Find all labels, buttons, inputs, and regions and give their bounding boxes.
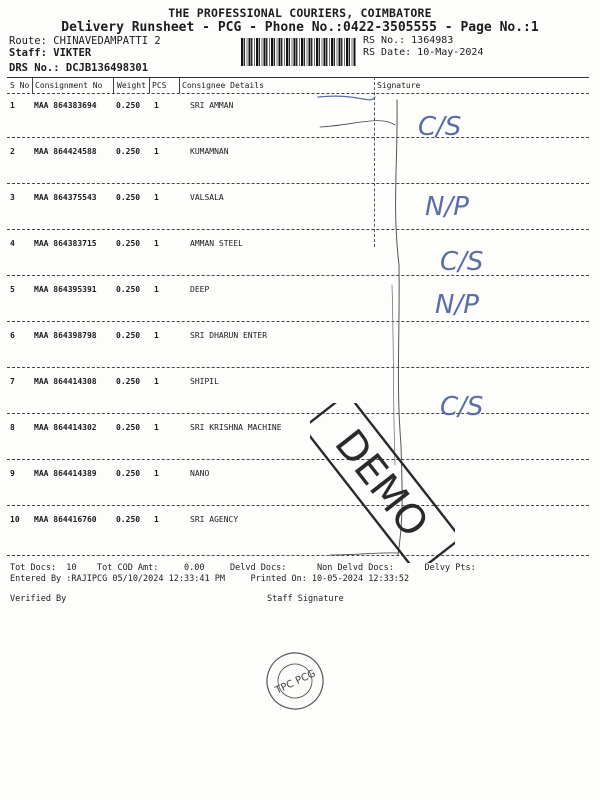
row-consignee: SRI KRISHNA MACHINE	[190, 423, 282, 432]
row-sno: 4	[10, 239, 15, 248]
svg-text:TPC PCG: TPC PCG	[273, 668, 318, 697]
row-sno: 1	[10, 101, 15, 110]
row-weight: 0.250	[116, 423, 141, 432]
totals-line: Tot Docs: 10 Tot COD Amt: 0.00 Delvd Docs: Non Delvd Docs: Delvy Pts:	[10, 563, 476, 573]
col-divider	[113, 78, 114, 93]
route-label: Route: CHINAVEDAMPATTI 2	[9, 35, 161, 47]
row-pcs: 1	[154, 377, 159, 386]
col-sno: S No	[10, 81, 30, 90]
drs-number: DRS No.: DCJB136498301	[9, 62, 149, 74]
row-sno: 2	[10, 147, 15, 156]
row-sno: 5	[10, 285, 15, 294]
row-consignee: SHIPIL	[190, 377, 219, 386]
staff-signature-label: Staff Signature	[267, 594, 344, 604]
handwritten-status-mark: C/S	[418, 112, 462, 142]
row-pcs: 1	[154, 101, 159, 110]
row-weight: 0.250	[116, 147, 141, 156]
row-consignee: DEEP	[190, 285, 210, 294]
row-consignment: MAA 864414389	[34, 469, 97, 478]
row-pcs: 1	[154, 147, 159, 156]
row-consignment: MAA 864375543	[34, 193, 97, 202]
col-consignment: Consignment No	[35, 81, 103, 90]
col-divider	[149, 78, 150, 93]
row-pcs: 1	[154, 423, 159, 432]
row-weight: 0.250	[116, 515, 141, 524]
svg-text:DEMO: DEMO	[325, 421, 437, 546]
verified-by-label: Verified By	[10, 594, 67, 604]
row-consignee: AMMAN STEEL	[190, 239, 243, 248]
handwritten-status-mark: N/P	[435, 290, 479, 320]
row-sno: 6	[10, 331, 15, 340]
row-weight: 0.250	[116, 239, 141, 248]
row-consignment: MAA 864383715	[34, 239, 97, 248]
row-consignee: KUMAMNAN	[190, 147, 229, 156]
company-name: THE PROFESSIONAL COURIERS, COIMBATORE	[168, 6, 432, 20]
row-sno: 10	[10, 515, 20, 524]
row-consignment: MAA 864398798	[34, 331, 97, 340]
row-weight: 0.250	[116, 193, 141, 202]
staff-label: Staff: VIKTER	[9, 47, 92, 59]
rs-number: RS No.: 1364983	[363, 35, 454, 46]
row-weight: 0.250	[116, 101, 141, 110]
demo-stamp	[310, 403, 455, 563]
row-pcs: 1	[154, 469, 159, 478]
row-weight: 0.250	[116, 469, 141, 478]
row-pcs: 1	[154, 331, 159, 340]
entered-by-line: Entered By :RAJIPCG 05/10/2024 12:33:41 PM Printed On: 10-05-2024 12:33:52	[10, 574, 410, 584]
col-weight: Weight	[117, 81, 146, 90]
row-pcs: 1	[154, 239, 159, 248]
col-consignee: Consignee Details	[182, 81, 264, 90]
row-sno: 9	[10, 469, 15, 478]
row-pcs: 1	[154, 515, 159, 524]
barcode-image	[241, 38, 356, 66]
row-consignee: SRI DHARUN ENTER	[190, 331, 268, 340]
row-consignment: MAA 864383694	[34, 101, 97, 110]
table-top-rule	[7, 77, 589, 78]
col-divider	[32, 78, 33, 93]
row-weight: 0.250	[116, 285, 141, 294]
row-consignee: VALSALA	[190, 193, 224, 202]
company-seal	[262, 648, 328, 714]
row-sno: 8	[10, 423, 15, 432]
row-sno: 7	[10, 377, 15, 386]
col-divider	[179, 78, 180, 93]
handwritten-status-mark: N/P	[425, 192, 469, 222]
row-weight: 0.250	[116, 331, 141, 340]
row-weight: 0.250	[116, 377, 141, 386]
row-consignment: MAA 864414302	[34, 423, 97, 432]
handwritten-status-mark: C/S	[440, 247, 484, 277]
row-sno: 3	[10, 193, 15, 202]
runsheet-title: Delivery Runsheet - PCG - Phone No.:0422-3505555 - Page No.:1	[61, 20, 539, 35]
rs-date: RS Date: 10-May-2024	[363, 47, 484, 58]
row-consignee: NANO	[190, 469, 210, 478]
row-consignment: MAA 864414308	[34, 377, 97, 386]
handwritten-status-mark: C/S	[440, 392, 484, 422]
row-consignment: MAA 864395391	[34, 285, 97, 294]
col-signature: Signature	[377, 81, 421, 90]
row-pcs: 1	[154, 193, 159, 202]
row-pcs: 1	[154, 285, 159, 294]
row-consignment: MAA 864424588	[34, 147, 97, 156]
row-consignee: SRI AGENCY	[190, 515, 239, 524]
col-pcs: PCS	[152, 81, 167, 90]
row-consignee: SRI AMMAN	[190, 101, 234, 110]
row-consignment: MAA 864416760	[34, 515, 97, 524]
